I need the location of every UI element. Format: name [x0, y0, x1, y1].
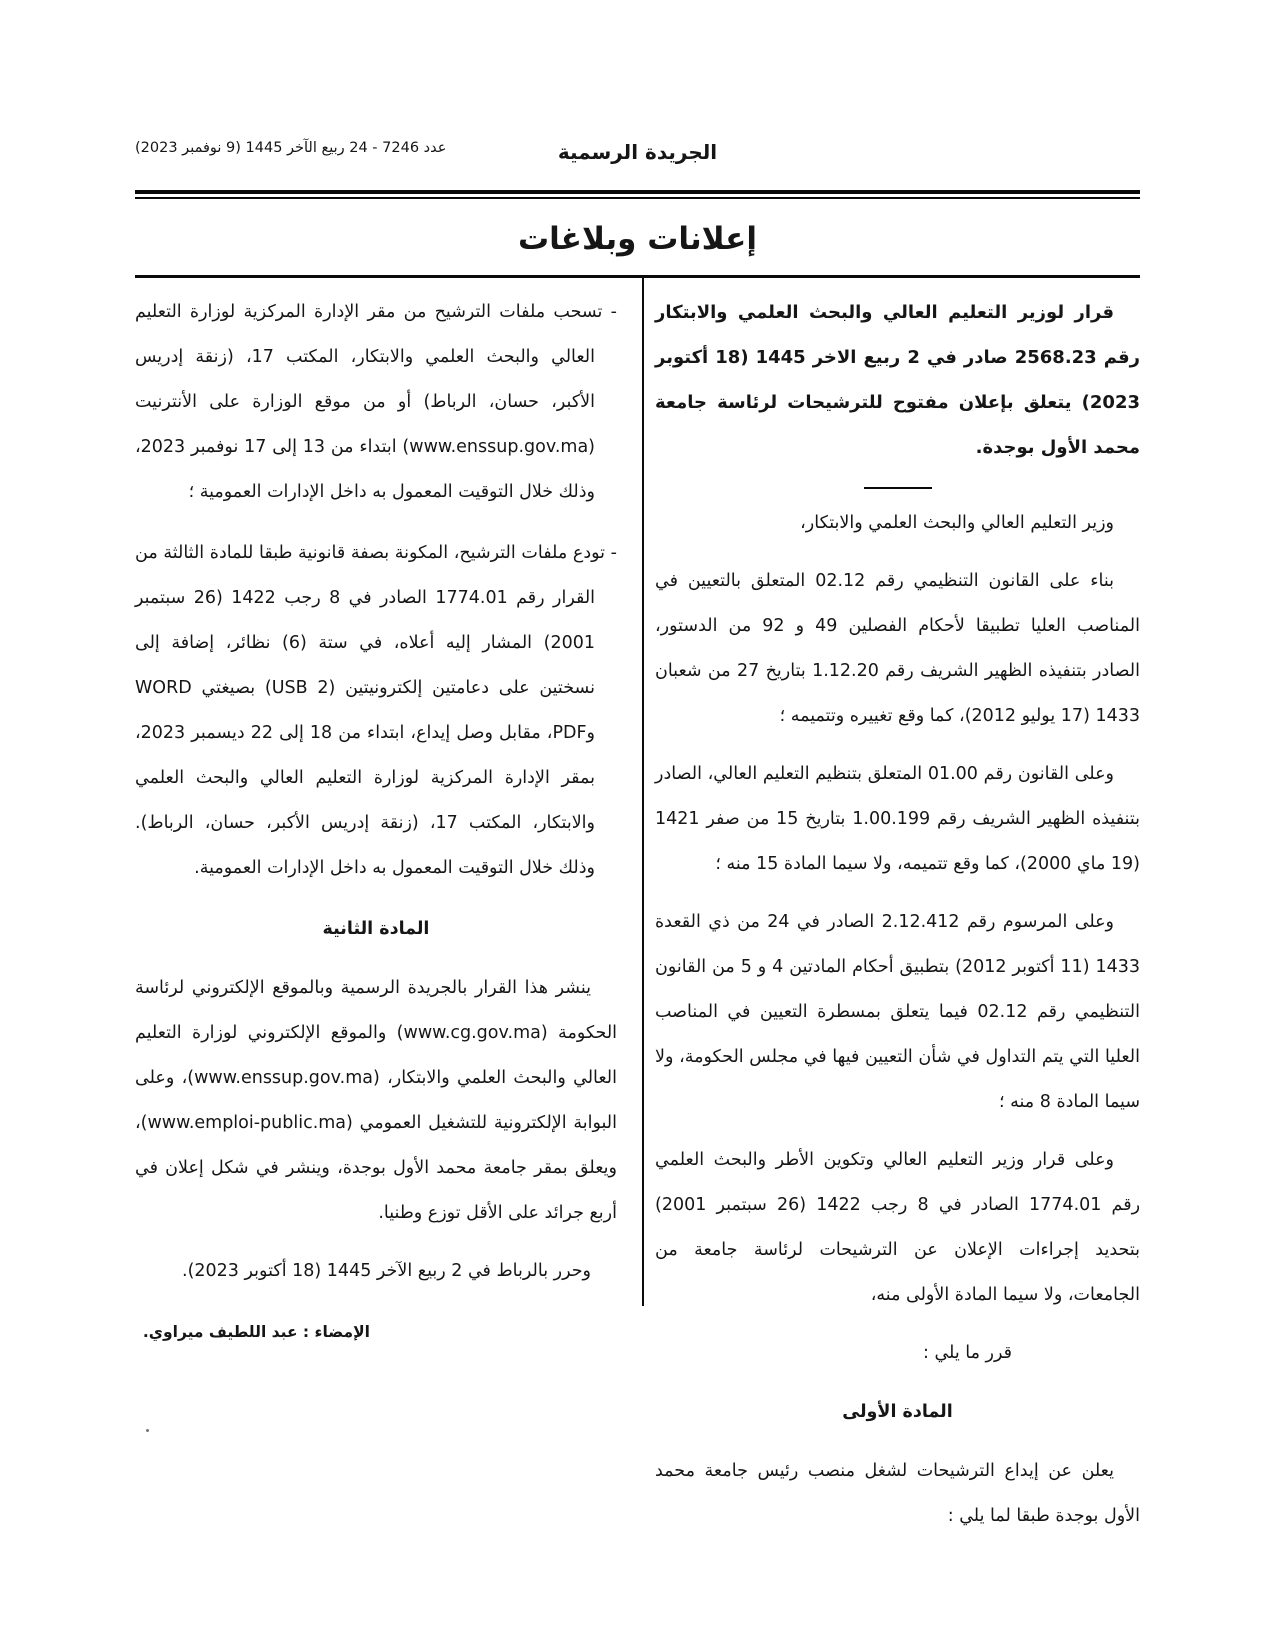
- preamble-decree-212412: وعلى المرسوم رقم 2.12.412 الصادر في 24 من ذي القعدة 1433 (11 أكتوبر 2012) بتطبيق أحكام المادتين 4 و 5 من القانون التنظيمي رقم 02.12 فيما يتعلق بمسطرة التعيين في المناصب العليا التي يتم التداول في شأن التعيين فيها في مجلس الحكومة، ولا سيما المادة 8 منه ؛: [655, 912, 1140, 1112]
- section-title: إعلانات وبلاغات: [518, 221, 757, 257]
- double-rule: [135, 190, 1140, 199]
- two-column-body: [135, 278, 1140, 1552]
- article-1-body: يعلن عن إيداع الترشيحات لشغل منصب رئيس جامعة محمد الأول بوجدة طبقا لما يلي :: [655, 1461, 1140, 1526]
- item-withdraw-files: - تسحب ملفات الترشيح من مقر الإدارة المركزية لوزارة التعليم العالي والبحث العلمي والابتكار، المكتب 17، (زنقة إدريس الأكبر، حسان، الرباط) أو من موقع الوزارة على الأنترنيت (www.enssup.gov.ma) ابتداء من 13 إلى 17 نوفمبر 2023، وذلك خلال التوقيت المعمول به داخل الإدارات العمومية ؛: [135, 302, 617, 502]
- masthead: [135, 0, 1140, 182]
- closing-line: وحرر بالرباط في 2 ربيع الآخر 1445 (18 أكتوبر 2023).: [182, 1261, 591, 1281]
- journal-title: الجريدة الرسمية: [557, 140, 718, 164]
- column-right: [655, 290, 1140, 1552]
- preamble-order-177401: وعلى قرار وزير التعليم العالي وتكوين الأطر والبحث العلمي رقم 1774.01 الصادر في 8 رجب 1422 (26 سبتمبر 2001) بتحديد إجراءات الإعلان عن الترشيحات لرئاسة جامعة من الجامعات، ولا سيما المادة الأولى منه،: [655, 1150, 1141, 1305]
- article-2-body: ينشر هذا القرار بالجريدة الرسمية وبالموقع الإلكتروني لرئاسة الحكومة (www.cg.gov.ma) والموقع الإلكتروني لوزارة التعليم العالي والبحث العلمي والابتكار، (www.enssup.gov.ma)، وعلى البوابة الإلكترونية للتشغيل العمومي (www.emploi-public.ma)، ويعلق بمقر جامعة محمد الأول بوجدة، وينشر في شكل إعلان في أربع جرائد على الأقل توزع وطنيا.: [135, 978, 618, 1223]
- article-2-heading: المادة الثانية: [322, 919, 430, 939]
- issue-line: عدد 7246 - 24 ربيع الآخر 1445 (9 نوفمبر 2023): [135, 140, 447, 156]
- preamble-law-0100: وعلى القانون رقم 01.00 المتعلق بتنظيم التعليم العالي، الصادر بتنفيذه الظهير الشريف رقم 1.00.199 بتاريخ 15 من صفر 1421 (19 ماي 2000)، كما وقع تتميمه، ولا سيما المادة 15 منه ؛: [655, 764, 1140, 874]
- column-left: [135, 290, 617, 1552]
- preamble-organic-law: بناء على القانون التنظيمي رقم 02.12 المتعلق بالتعيين في المناصب العليا تطبيقا لأحكام الفصلين 49 و 92 من الدستور، الصادر بتنفيذه الظهير الشريف رقم 1.12.20 بتاريخ 27 من شعبان 1433 (17 يوليو 2012)، كما وقع تغييره وتتميمه ؛: [655, 571, 1141, 726]
- ornament-rule: [864, 487, 932, 489]
- item-deposit-files: - تودع ملفات الترشيح، المكونة بصفة قانونية طبقا للمادة الثالثة من القرار رقم 1774.01 الصادر في 8 رجب 1422 (26 سبتمبر 2001) المشار إليه أعلاه، في ستة (6) نظائر، إضافة إلى نسختين على دعامتين إلكترونيتين (2 USB) بصيغتي WORD وPDF، مقابل وصل إيداع، ابتداء من 18 إلى 22 ديسمبر 2023، بمقر الإدارة المركزية لوزارة التعليم العالي والبحث العلمي والابتكار، المكتب 17، (زنقة إدريس الأكبر، حسان، الرباط). وذلك خلال التوقيت المعمول به داخل الإدارات العمومية.: [135, 543, 617, 878]
- column-divider: [642, 278, 644, 1306]
- signature-line: الإمضاء : عبد اللطيف ميراوي.: [142, 1323, 370, 1341]
- decree-title: قرار لوزير التعليم العالي والبحث العلمي والابتكار رقم 2568.23 صادر في 2 ربيع الاخر 1445 (18 أكتوبر 2023) يتعلق بإعلان مفتوح للترشيحات لرئاسة جامعة محمد الأول بوجدة.: [655, 302, 1141, 458]
- scan-speck: [146, 1429, 149, 1432]
- preamble-minister-line: وزير التعليم العالي والبحث العلمي والابتكار،: [800, 513, 1114, 533]
- decided-line: قرر ما يلي :: [922, 1343, 1012, 1363]
- article-1-heading: المادة الأولى: [842, 1402, 953, 1422]
